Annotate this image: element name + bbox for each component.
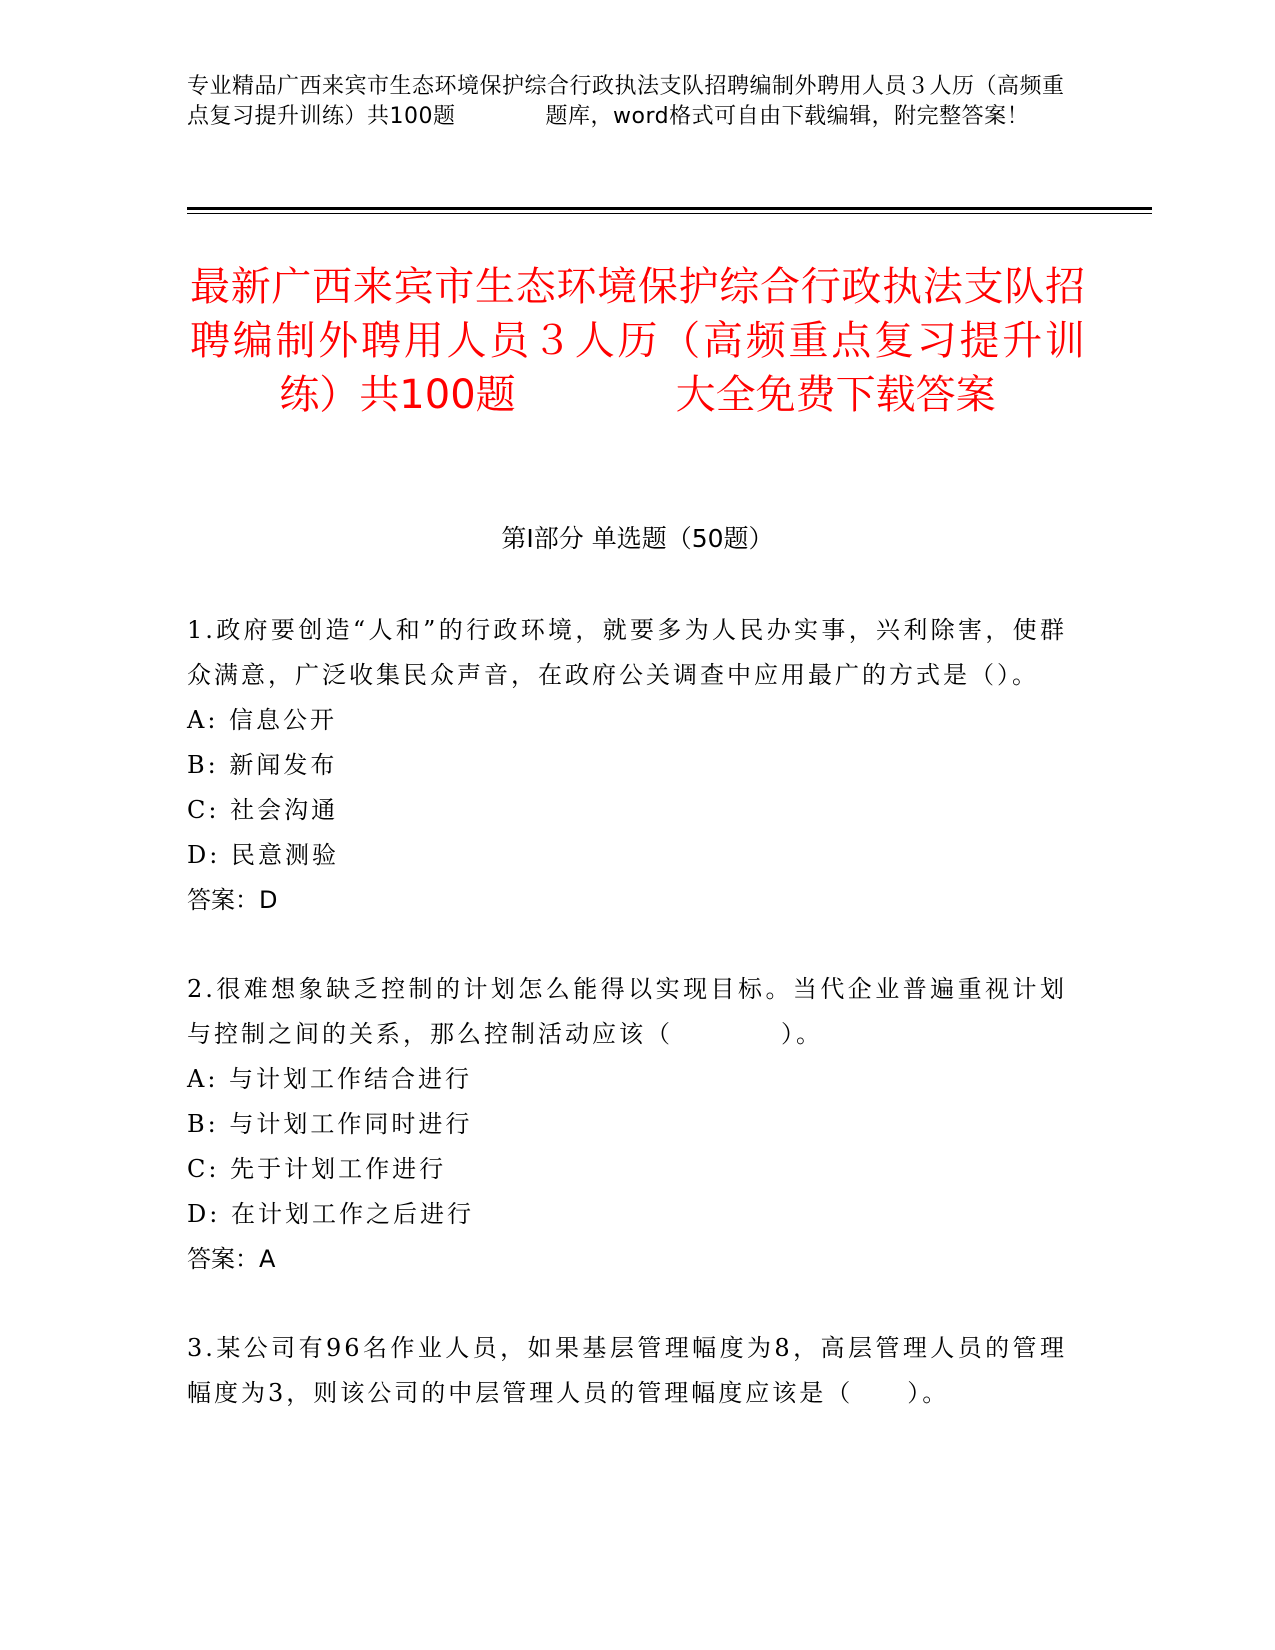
question-2	[187, 967, 1067, 1282]
option-c: C: 先于计划工作进行	[187, 1155, 447, 1183]
question-list	[187, 608, 1067, 1460]
question-stem: 3.某公司有96名作业人员，如果基层管理幅度为8，高层管理人员的管理幅度为3，则该公司的中层管理人员的管理幅度应该是（ ）。	[187, 1334, 1067, 1407]
option-a: A: 信息公开	[187, 706, 338, 734]
question-stem: 2.很难想象缺乏控制的计划怎么能得以实现目标。当代企业普遍重视计划与控制之间的关系，那么控制活动应该（ ）。	[187, 975, 1067, 1048]
option-d: D: 在计划工作之后进行	[187, 1200, 474, 1228]
answer: 答案：A	[187, 1245, 276, 1273]
header-note: 专业精品广西来宾市生态环境保护综合行政执法支队招聘编制外聘用人员３人历（高频重点复习提升训练）共100题 题库，word格式可自由下载编辑，附完整答案！	[187, 74, 1065, 129]
option-b: B: 与计划工作同时进行	[187, 1110, 473, 1138]
document-title: 最新广西来宾市生态环境保护综合行政执法支队招聘编制外聘用人员３人历（高频重点复习提升训练）共100题 大全免费下载答案	[190, 264, 1085, 418]
option-d: D: 民意测验	[187, 841, 339, 869]
question-3	[187, 1326, 1067, 1416]
answer: 答案：D	[187, 886, 278, 914]
header-divider-thick	[187, 207, 1152, 210]
header-divider-thin	[187, 213, 1152, 214]
question-1	[187, 608, 1067, 923]
option-b: B: 新闻发布	[187, 751, 338, 779]
section-title: 第Ⅰ部分 单选题（50题）	[501, 524, 774, 553]
option-a: A: 与计划工作结合进行	[187, 1065, 473, 1093]
question-stem: 1.政府要创造“人和”的行政环境，就要多为人民办实事，兴利除害，使群众满意，广泛收集民众声音，在政府公关调查中应用最广的方式是（）。	[187, 616, 1067, 689]
option-c: C: 社会沟通	[187, 796, 339, 824]
